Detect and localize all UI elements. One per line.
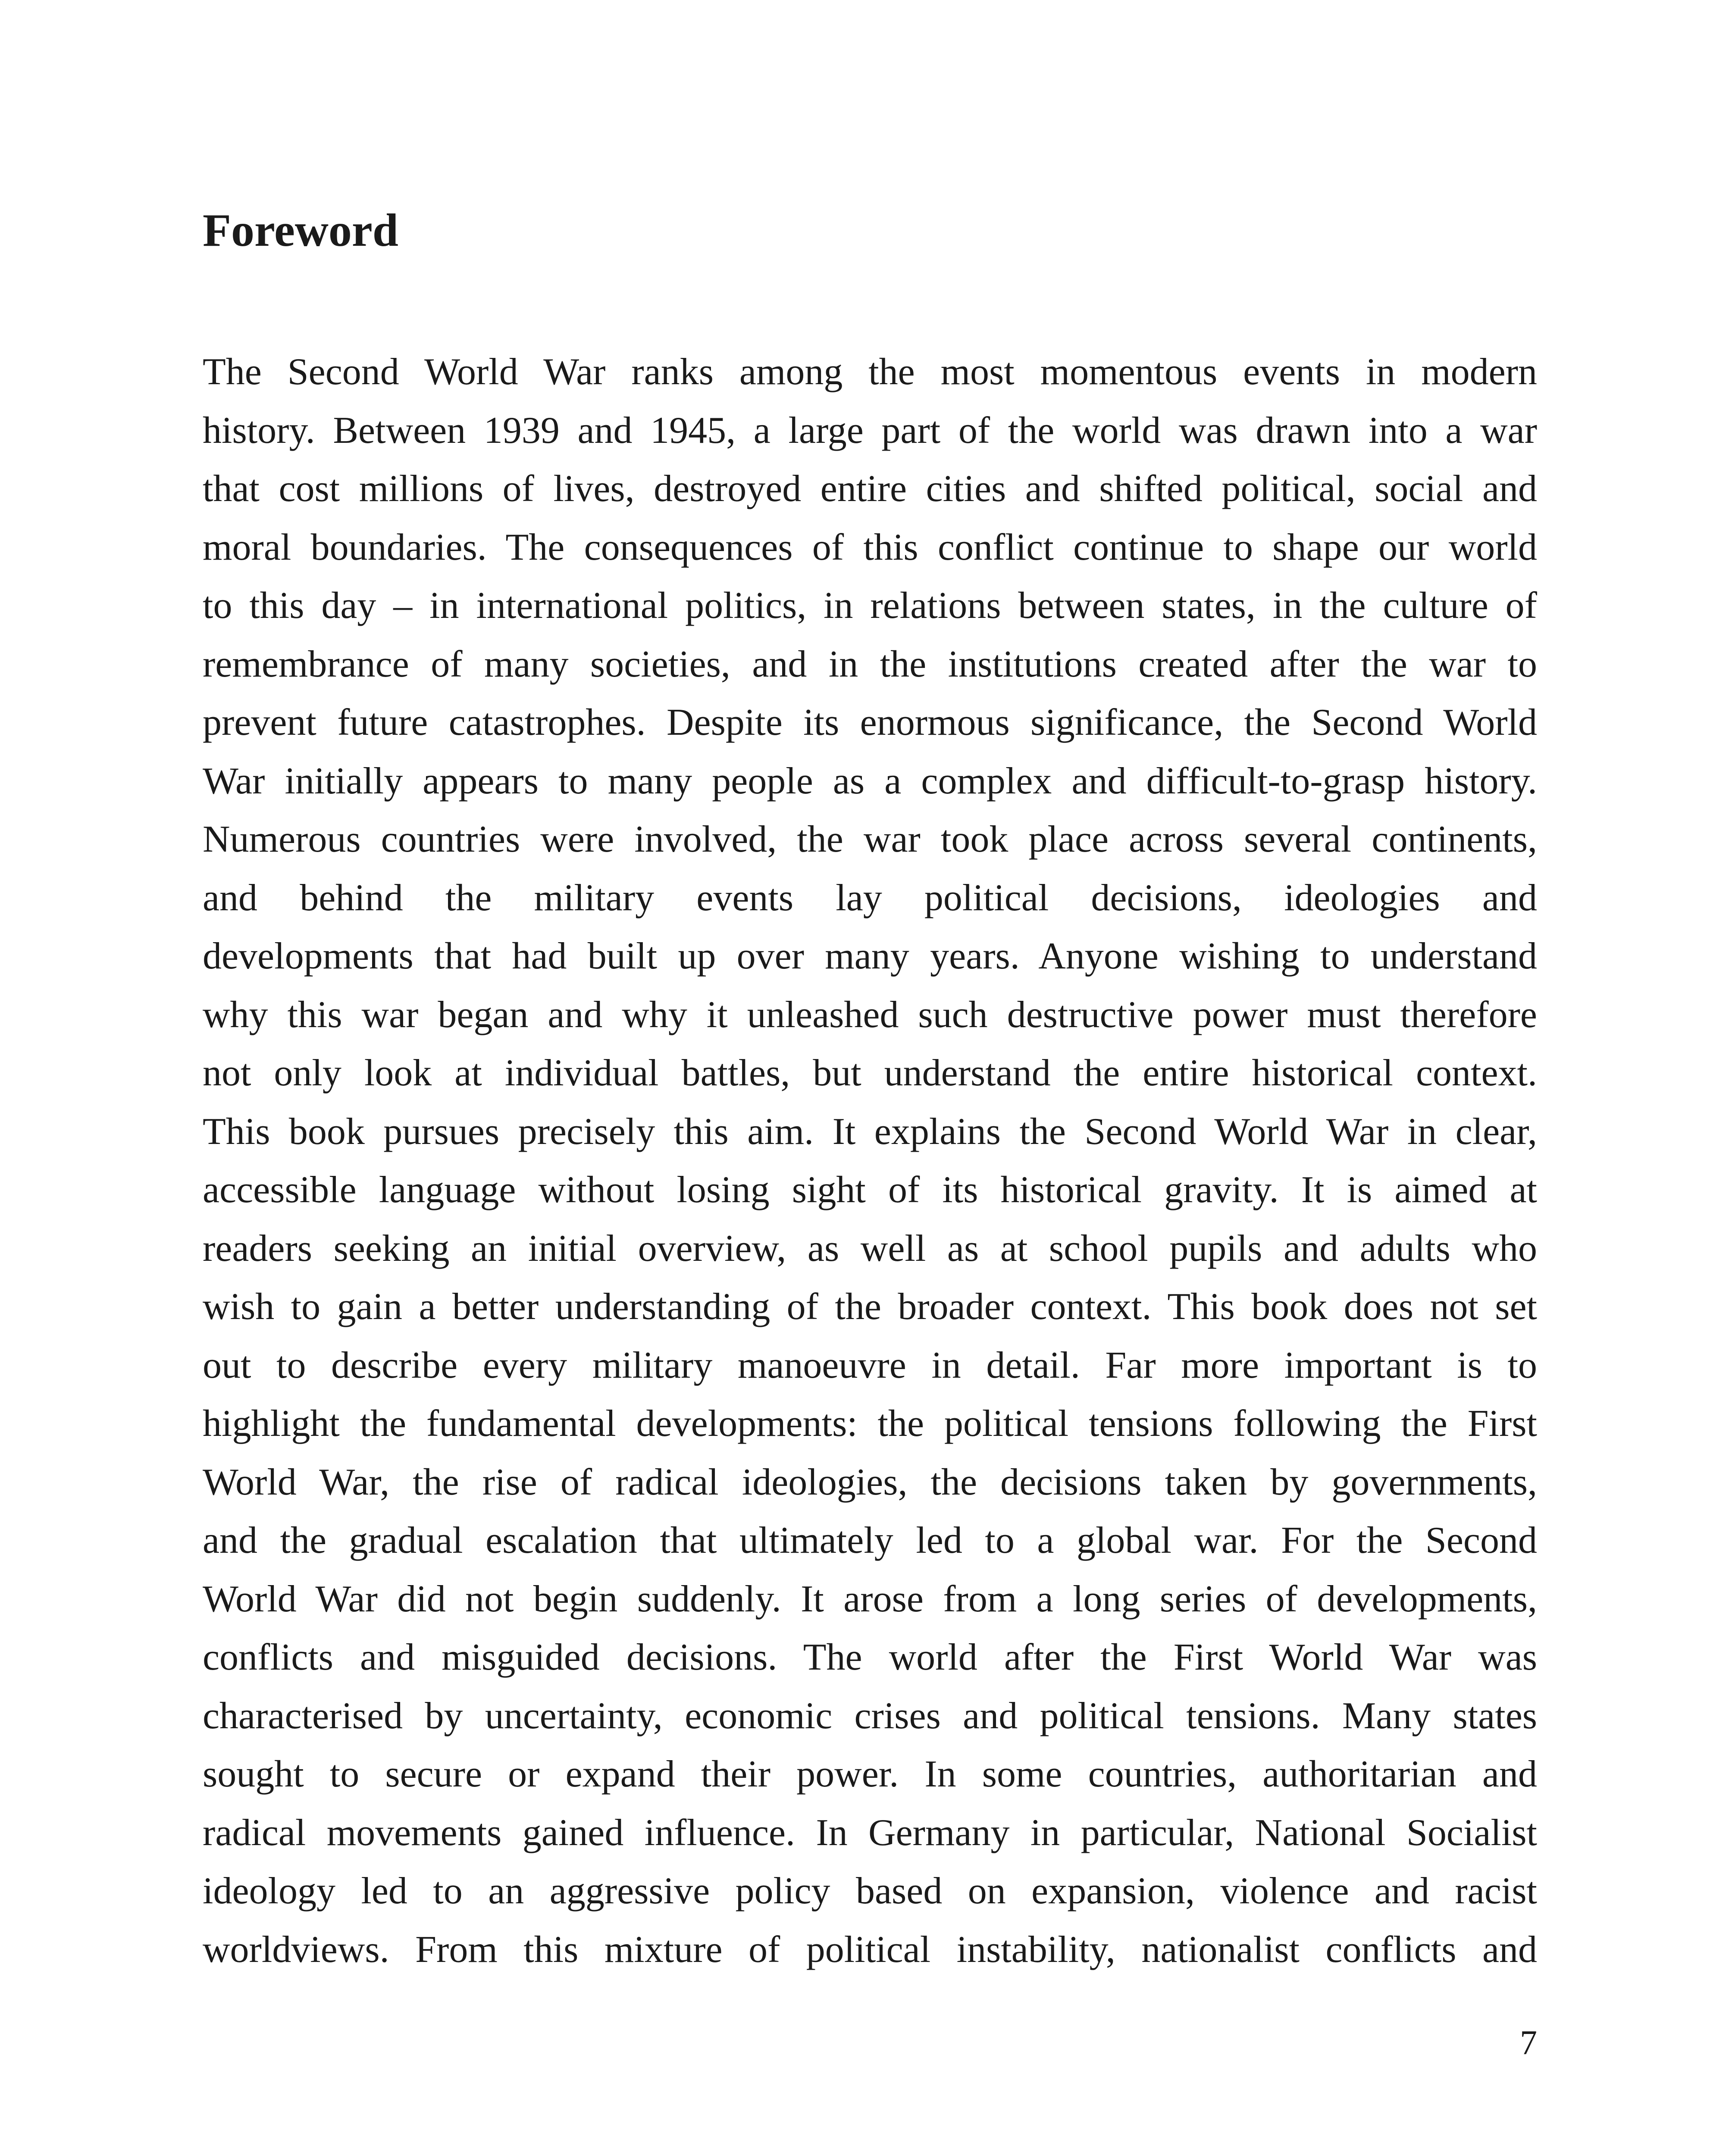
text-line: accessible language without losing sight of its historical gravity. It is aimed at xyxy=(203,1169,1537,1211)
text-line: prevent future catastrophes. Despite its enormous significance, the Second World xyxy=(203,702,1537,743)
text-line: not only look at individual battles, but understand the entire historical context. xyxy=(203,1052,1537,1094)
text-line: sought to secure or expand their power. In some countries, authoritarian and xyxy=(203,1753,1537,1795)
foreword-body xyxy=(203,343,1537,1979)
text-line: War initially appears to many people as a complex and difficult-to-grasp history. xyxy=(203,760,1537,802)
page-number: 7 xyxy=(1520,2024,1537,2062)
text-line: history. Between 1939 and 1945, a large part of the world was drawn into a war xyxy=(203,409,1537,451)
text-line: moral boundaries. The consequences of this conflict continue to shape our world xyxy=(203,526,1537,568)
text-line: and behind the military events lay political decisions, ideologies and xyxy=(203,877,1537,919)
text-line: remembrance of many societies, and in the institutions created after the war to xyxy=(203,643,1537,685)
text-line: World War did not begin suddenly. It arose from a long series of developments, xyxy=(203,1578,1537,1620)
text-line: why this war began and why it unleashed such destructive power must therefore xyxy=(203,993,1537,1036)
text-line: The Second World War ranks among the most momentous events in modern xyxy=(203,351,1537,393)
text-line: readers seeking an initial overview, as well as at school pupils and adults who xyxy=(203,1227,1537,1269)
text-line: ideology led to an aggressive policy based on expansion, violence and racist xyxy=(203,1870,1537,1912)
text-line: highlight the fundamental developments: the political tensions following the First xyxy=(203,1403,1537,1445)
text-line: developments that had built up over many years. Anyone wishing to understand xyxy=(203,935,1537,977)
text-line: to this day – in international politics, in relations between states, in the culture of xyxy=(203,585,1537,627)
text-line: Numerous countries were involved, the war took place across several continents, xyxy=(203,818,1537,860)
text-line: radical movements gained influence. In Germany in particular, National Socialist xyxy=(203,1811,1537,1854)
text-line: and the gradual escalation that ultimately led to a global war. For the Second xyxy=(203,1520,1537,1561)
chapter-heading: Foreword xyxy=(203,205,398,256)
text-line: characterised by uncertainty, economic crises and political tensions. Many states xyxy=(203,1695,1537,1737)
text-line: conflicts and misguided decisions. The world after the First World War was xyxy=(203,1636,1537,1678)
text-line: World War, the rise of radical ideologies, the decisions taken by governments, xyxy=(203,1461,1537,1503)
text-line: worldviews. From this mixture of political instability, nationalist conflicts and xyxy=(203,1928,1537,1971)
text-line: wish to gain a better understanding of the broader context. This book does not set xyxy=(203,1286,1537,1328)
text-line: out to describe every military manoeuvre in detail. Far more important is to xyxy=(203,1344,1537,1386)
text-line: that cost millions of lives, destroyed entire cities and shifted political, social and xyxy=(203,468,1537,510)
text-line: This book pursues precisely this aim. It explains the Second World War in clear, xyxy=(203,1110,1537,1153)
